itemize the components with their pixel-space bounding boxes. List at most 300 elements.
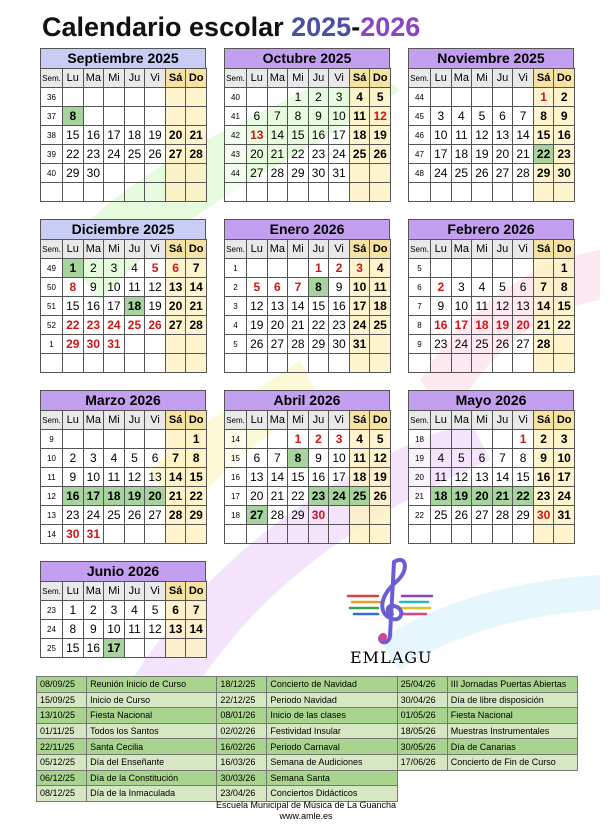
day-cell: 20 bbox=[145, 487, 166, 506]
weekday-header: Ju bbox=[124, 69, 145, 88]
event-label: Semana Santa bbox=[267, 770, 397, 786]
day-cell: 21 bbox=[267, 145, 288, 164]
day-cell: 17 bbox=[104, 639, 125, 658]
day-cell bbox=[492, 430, 513, 449]
day-cell bbox=[145, 354, 166, 373]
day-cell: 29 bbox=[186, 506, 207, 525]
event-label: Inicio de las clases bbox=[267, 708, 397, 724]
event-date: 08/12/25 bbox=[37, 786, 87, 802]
day-cell: 17 bbox=[554, 468, 575, 487]
day-cell: 14 bbox=[267, 468, 288, 487]
week-number: 49 bbox=[41, 259, 63, 278]
day-cell: 28 bbox=[186, 316, 207, 335]
day-cell: 2 bbox=[308, 88, 329, 107]
day-cell: 30 bbox=[308, 506, 329, 525]
day-cell bbox=[370, 354, 391, 373]
event-row bbox=[37, 786, 578, 802]
day-cell: 15 bbox=[186, 468, 207, 487]
day-cell: 24 bbox=[451, 335, 472, 354]
day-cell bbox=[165, 183, 186, 202]
day-cell: 1 bbox=[308, 259, 329, 278]
day-cell: 11 bbox=[349, 449, 370, 468]
day-cell bbox=[451, 183, 472, 202]
week-number: 50 bbox=[41, 278, 63, 297]
day-cell: 9 bbox=[554, 107, 575, 126]
weekday-header: Do bbox=[554, 411, 575, 430]
weekday-header: Mi bbox=[104, 69, 125, 88]
day-cell bbox=[145, 430, 166, 449]
day-cell: 23 bbox=[308, 487, 329, 506]
event-label: III Jornadas Puertas Abiertas bbox=[447, 677, 577, 693]
day-cell: 3 bbox=[104, 601, 125, 620]
day-cell bbox=[533, 259, 554, 278]
day-cell: 2 bbox=[83, 601, 104, 620]
event-label: Concierto de Fin de Curso bbox=[447, 754, 577, 770]
month-calendar bbox=[408, 219, 574, 373]
month-calendar bbox=[408, 390, 574, 544]
day-cell: 6 bbox=[247, 449, 268, 468]
day-cell: 3 bbox=[431, 107, 452, 126]
day-cell bbox=[186, 354, 207, 373]
day-cell: 4 bbox=[349, 88, 370, 107]
day-cell: 14 bbox=[533, 297, 554, 316]
weekday-header: Sá bbox=[165, 240, 186, 259]
week-number: 5 bbox=[225, 335, 247, 354]
day-cell bbox=[145, 639, 166, 658]
day-cell: 6 bbox=[165, 259, 186, 278]
day-cell bbox=[349, 354, 370, 373]
day-cell: 10 bbox=[83, 468, 104, 487]
day-cell bbox=[451, 354, 472, 373]
event-row bbox=[37, 708, 578, 724]
event-date: 16/02/26 bbox=[217, 739, 267, 755]
weekday-header: Sem. bbox=[225, 240, 247, 259]
day-cell: 17 bbox=[431, 145, 452, 164]
day-cell: 12 bbox=[472, 126, 493, 145]
day-cell bbox=[451, 525, 472, 544]
day-cell bbox=[165, 335, 186, 354]
day-cell: 15 bbox=[554, 297, 575, 316]
day-cell: 18 bbox=[472, 316, 493, 335]
day-cell: 22 bbox=[288, 487, 309, 506]
day-cell: 3 bbox=[329, 430, 350, 449]
week-number: 9 bbox=[409, 335, 431, 354]
day-cell: 5 bbox=[370, 430, 391, 449]
day-cell: 23 bbox=[83, 145, 104, 164]
day-cell: 25 bbox=[124, 145, 145, 164]
day-cell bbox=[267, 259, 288, 278]
month-name: Octubre 2025 bbox=[224, 48, 390, 68]
logo-text: EMLAGU bbox=[350, 648, 433, 667]
week-number bbox=[409, 525, 431, 544]
event-label: Festividad Insular bbox=[267, 723, 397, 739]
event-date: 01/05/26 bbox=[397, 708, 447, 724]
day-cell bbox=[104, 430, 125, 449]
day-cell bbox=[370, 335, 391, 354]
day-cell: 4 bbox=[370, 259, 391, 278]
page-title: Calendario escolar 2025-2026 bbox=[42, 12, 421, 42]
weekday-header: Do bbox=[186, 582, 207, 601]
day-cell: 7 bbox=[267, 107, 288, 126]
week-number: 18 bbox=[409, 430, 431, 449]
weekday-header: Do bbox=[370, 240, 391, 259]
week-number: 37 bbox=[41, 107, 63, 126]
day-cell: 16 bbox=[308, 126, 329, 145]
event-row bbox=[37, 677, 578, 693]
day-cell: 5 bbox=[492, 278, 513, 297]
day-cell bbox=[124, 164, 145, 183]
weekday-header: Sá bbox=[165, 582, 186, 601]
event-label: Día de la Inmaculada bbox=[87, 786, 217, 802]
month-calendar bbox=[40, 390, 206, 544]
day-cell: 15 bbox=[288, 126, 309, 145]
weekday-header: Sá bbox=[165, 411, 186, 430]
day-cell: 17 bbox=[104, 297, 125, 316]
day-cell bbox=[554, 183, 575, 202]
weekday-header: Ju bbox=[492, 411, 513, 430]
day-cell bbox=[104, 88, 125, 107]
day-cell bbox=[124, 107, 145, 126]
event-label: Inicio de Curso bbox=[87, 692, 217, 708]
day-cell: 25 bbox=[349, 487, 370, 506]
weekday-header: Sá bbox=[165, 69, 186, 88]
day-cell bbox=[451, 259, 472, 278]
day-cell: 21 bbox=[533, 316, 554, 335]
weekday-header: Lu bbox=[63, 411, 84, 430]
event-date: 17/06/26 bbox=[397, 754, 447, 770]
day-cell: 23 bbox=[83, 316, 104, 335]
week-number bbox=[409, 354, 431, 373]
day-cell bbox=[533, 525, 554, 544]
day-cell: 1 bbox=[288, 430, 309, 449]
month-name: Mayo 2026 bbox=[408, 390, 574, 410]
weekday-header: Do bbox=[370, 69, 391, 88]
day-cell: 23 bbox=[308, 145, 329, 164]
day-cell bbox=[492, 525, 513, 544]
day-cell: 26 bbox=[145, 316, 166, 335]
event-label: Conciertos Didácticos bbox=[267, 786, 397, 802]
day-cell bbox=[472, 259, 493, 278]
week-number: 22 bbox=[409, 506, 431, 525]
weekday-header: Sem. bbox=[41, 69, 63, 88]
weekday-header: Vi bbox=[329, 69, 350, 88]
month-calendar bbox=[40, 48, 206, 202]
day-cell bbox=[349, 183, 370, 202]
day-cell: 12 bbox=[247, 297, 268, 316]
day-cell: 7 bbox=[533, 278, 554, 297]
day-cell: 14 bbox=[165, 468, 186, 487]
weekday-header: Lu bbox=[63, 240, 84, 259]
day-cell: 2 bbox=[431, 278, 452, 297]
day-cell: 4 bbox=[104, 449, 125, 468]
day-cell: 12 bbox=[370, 107, 391, 126]
week-number: 40 bbox=[41, 164, 63, 183]
day-cell bbox=[247, 259, 268, 278]
weekday-header: Ju bbox=[308, 240, 329, 259]
week-number: 10 bbox=[41, 449, 63, 468]
day-cell: 13 bbox=[472, 468, 493, 487]
day-cell: 16 bbox=[83, 639, 104, 658]
day-cell bbox=[186, 335, 207, 354]
day-cell: 16 bbox=[63, 487, 84, 506]
day-cell: 7 bbox=[288, 278, 309, 297]
day-cell: 20 bbox=[247, 145, 268, 164]
day-cell bbox=[267, 525, 288, 544]
weekday-header: Ju bbox=[308, 69, 329, 88]
day-cell bbox=[472, 183, 493, 202]
footer-school-name: Escuela Municipal de Música de La Guancha bbox=[215, 800, 397, 810]
week-number: 46 bbox=[409, 126, 431, 145]
day-cell: 18 bbox=[349, 126, 370, 145]
day-cell: 6 bbox=[267, 278, 288, 297]
week-number: 8 bbox=[409, 316, 431, 335]
weekday-header: Vi bbox=[513, 240, 534, 259]
weekday-header: Vi bbox=[145, 240, 166, 259]
day-cell bbox=[472, 525, 493, 544]
event-date: 13/10/25 bbox=[37, 708, 87, 724]
weekday-header: Lu bbox=[431, 411, 452, 430]
event-date: 30/05/26 bbox=[397, 739, 447, 755]
day-cell: 28 bbox=[267, 164, 288, 183]
weekday-header: Ma bbox=[83, 240, 104, 259]
day-cell: 10 bbox=[104, 620, 125, 639]
event-label: Día de libre disposición bbox=[447, 692, 577, 708]
day-cell bbox=[370, 164, 391, 183]
week-number: 13 bbox=[41, 506, 63, 525]
weekday-header: Lu bbox=[431, 69, 452, 88]
day-cell bbox=[554, 525, 575, 544]
day-cell bbox=[513, 88, 534, 107]
day-cell bbox=[370, 525, 391, 544]
weekday-header: Sem. bbox=[225, 69, 247, 88]
day-cell: 11 bbox=[472, 297, 493, 316]
day-cell: 7 bbox=[267, 449, 288, 468]
month-calendar bbox=[224, 390, 390, 544]
day-cell: 11 bbox=[104, 468, 125, 487]
day-cell: 8 bbox=[288, 449, 309, 468]
week-number bbox=[225, 525, 247, 544]
week-number: 38 bbox=[41, 126, 63, 145]
day-cell: 26 bbox=[370, 487, 391, 506]
day-cell bbox=[267, 430, 288, 449]
week-number: 11 bbox=[41, 468, 63, 487]
day-cell: 28 bbox=[513, 164, 534, 183]
event-date: 05/12/25 bbox=[37, 754, 87, 770]
day-cell: 27 bbox=[247, 506, 268, 525]
day-cell: 28 bbox=[267, 506, 288, 525]
week-number: 7 bbox=[409, 297, 431, 316]
day-cell: 24 bbox=[554, 487, 575, 506]
day-cell bbox=[431, 525, 452, 544]
day-cell bbox=[124, 335, 145, 354]
month-name: Junio 2026 bbox=[40, 561, 206, 581]
event-date: 30/04/26 bbox=[397, 692, 447, 708]
day-cell bbox=[349, 525, 370, 544]
month-name: Diciembre 2025 bbox=[40, 219, 206, 239]
event-label: Día del Enseñante bbox=[87, 754, 217, 770]
event-label: Reunión Inicio de Curso bbox=[87, 677, 217, 693]
day-cell bbox=[554, 354, 575, 373]
footer-website-link[interactable]: www.amle.es bbox=[279, 811, 333, 821]
weekday-header: Ju bbox=[124, 411, 145, 430]
day-cell: 25 bbox=[431, 506, 452, 525]
day-cell: 13 bbox=[247, 126, 268, 145]
day-cell: 29 bbox=[63, 335, 84, 354]
day-cell: 21 bbox=[267, 487, 288, 506]
day-cell bbox=[288, 525, 309, 544]
day-cell: 5 bbox=[472, 107, 493, 126]
event-date: 18/12/25 bbox=[217, 677, 267, 693]
day-cell: 13 bbox=[165, 278, 186, 297]
event-label: Periodo Carnaval bbox=[267, 739, 397, 755]
day-cell: 13 bbox=[247, 468, 268, 487]
week-number: 12 bbox=[41, 487, 63, 506]
day-cell bbox=[267, 183, 288, 202]
day-cell: 21 bbox=[288, 316, 309, 335]
week-number: 25 bbox=[41, 639, 63, 658]
day-cell: 28 bbox=[165, 506, 186, 525]
day-cell: 5 bbox=[145, 601, 166, 620]
day-cell: 21 bbox=[513, 145, 534, 164]
event-date: 30/03/26 bbox=[217, 770, 267, 786]
weekday-header: Sá bbox=[533, 69, 554, 88]
week-number: 52 bbox=[41, 316, 63, 335]
day-cell: 7 bbox=[513, 107, 534, 126]
week-number: 20 bbox=[409, 468, 431, 487]
day-cell bbox=[492, 183, 513, 202]
event-date bbox=[397, 786, 447, 802]
day-cell: 10 bbox=[431, 126, 452, 145]
weekday-header: Lu bbox=[247, 411, 268, 430]
month-calendar bbox=[408, 48, 574, 202]
weekday-header: Sá bbox=[349, 411, 370, 430]
day-cell bbox=[104, 183, 125, 202]
day-cell: 15 bbox=[533, 126, 554, 145]
day-cell: 17 bbox=[83, 487, 104, 506]
weekday-header: Do bbox=[186, 69, 207, 88]
day-cell: 4 bbox=[349, 430, 370, 449]
day-cell: 18 bbox=[349, 468, 370, 487]
day-cell: 19 bbox=[472, 145, 493, 164]
day-cell: 12 bbox=[145, 620, 166, 639]
day-cell bbox=[145, 183, 166, 202]
weekday-header: Ma bbox=[451, 411, 472, 430]
day-cell: 5 bbox=[124, 449, 145, 468]
day-cell: 29 bbox=[308, 335, 329, 354]
week-number: 18 bbox=[225, 506, 247, 525]
day-cell: 4 bbox=[124, 259, 145, 278]
day-cell bbox=[63, 88, 84, 107]
event-date: 25/04/26 bbox=[397, 677, 447, 693]
day-cell: 16 bbox=[308, 468, 329, 487]
day-cell bbox=[104, 107, 125, 126]
day-cell: 17 bbox=[104, 126, 125, 145]
day-cell: 25 bbox=[472, 335, 493, 354]
footer bbox=[0, 800, 612, 822]
event-label: Periodo Navidad bbox=[267, 692, 397, 708]
weekday-header: Mi bbox=[104, 582, 125, 601]
day-cell: 20 bbox=[165, 297, 186, 316]
day-cell bbox=[165, 525, 186, 544]
day-cell: 2 bbox=[329, 259, 350, 278]
day-cell bbox=[431, 259, 452, 278]
day-cell bbox=[533, 183, 554, 202]
day-cell: 30 bbox=[554, 164, 575, 183]
day-cell: 19 bbox=[370, 126, 391, 145]
weekday-header: Sem. bbox=[41, 582, 63, 601]
day-cell bbox=[124, 525, 145, 544]
month-calendar bbox=[224, 219, 390, 373]
day-cell bbox=[165, 354, 186, 373]
day-cell: 25 bbox=[124, 316, 145, 335]
day-cell: 8 bbox=[186, 449, 207, 468]
weekday-header: Ma bbox=[451, 240, 472, 259]
day-cell: 11 bbox=[370, 278, 391, 297]
day-cell: 12 bbox=[451, 468, 472, 487]
weekday-header: Ma bbox=[267, 240, 288, 259]
day-cell: 11 bbox=[431, 468, 452, 487]
weekday-header: Ju bbox=[492, 240, 513, 259]
weekday-header: Vi bbox=[513, 69, 534, 88]
day-cell: 13 bbox=[267, 297, 288, 316]
day-cell: 3 bbox=[104, 259, 125, 278]
day-cell bbox=[554, 335, 575, 354]
weekday-header: Ma bbox=[451, 69, 472, 88]
weekday-header: Vi bbox=[145, 411, 166, 430]
day-cell: 17 bbox=[329, 126, 350, 145]
day-cell: 9 bbox=[308, 107, 329, 126]
event-label: Concierto de Navidad bbox=[267, 677, 397, 693]
weekday-header: Mi bbox=[472, 240, 493, 259]
day-cell bbox=[165, 639, 186, 658]
day-cell: 16 bbox=[554, 126, 575, 145]
day-cell bbox=[165, 164, 186, 183]
day-cell: 3 bbox=[83, 449, 104, 468]
day-cell bbox=[329, 525, 350, 544]
event-label: Todos los Santos bbox=[87, 723, 217, 739]
day-cell: 22 bbox=[63, 145, 84, 164]
day-cell bbox=[63, 354, 84, 373]
day-cell: 1 bbox=[533, 88, 554, 107]
day-cell bbox=[431, 354, 452, 373]
month-name: Abril 2026 bbox=[224, 390, 390, 410]
day-cell bbox=[492, 354, 513, 373]
day-cell: 28 bbox=[288, 335, 309, 354]
day-cell: 19 bbox=[451, 487, 472, 506]
day-cell bbox=[349, 164, 370, 183]
day-cell: 21 bbox=[186, 297, 207, 316]
day-cell bbox=[492, 259, 513, 278]
weekday-header: Do bbox=[554, 69, 575, 88]
day-cell bbox=[431, 88, 452, 107]
day-cell: 10 bbox=[451, 297, 472, 316]
day-cell: 9 bbox=[83, 620, 104, 639]
event-label: Semana de Audiciones bbox=[267, 754, 397, 770]
day-cell: 8 bbox=[554, 278, 575, 297]
event-date: 06/12/25 bbox=[37, 770, 87, 786]
day-cell: 3 bbox=[554, 430, 575, 449]
day-cell: 15 bbox=[288, 468, 309, 487]
week-number: 39 bbox=[41, 145, 63, 164]
day-cell bbox=[83, 107, 104, 126]
day-cell: 22 bbox=[308, 316, 329, 335]
day-cell bbox=[124, 354, 145, 373]
day-cell: 18 bbox=[431, 487, 452, 506]
day-cell bbox=[472, 88, 493, 107]
day-cell: 27 bbox=[513, 335, 534, 354]
weekday-header: Vi bbox=[145, 582, 166, 601]
day-cell bbox=[186, 107, 207, 126]
